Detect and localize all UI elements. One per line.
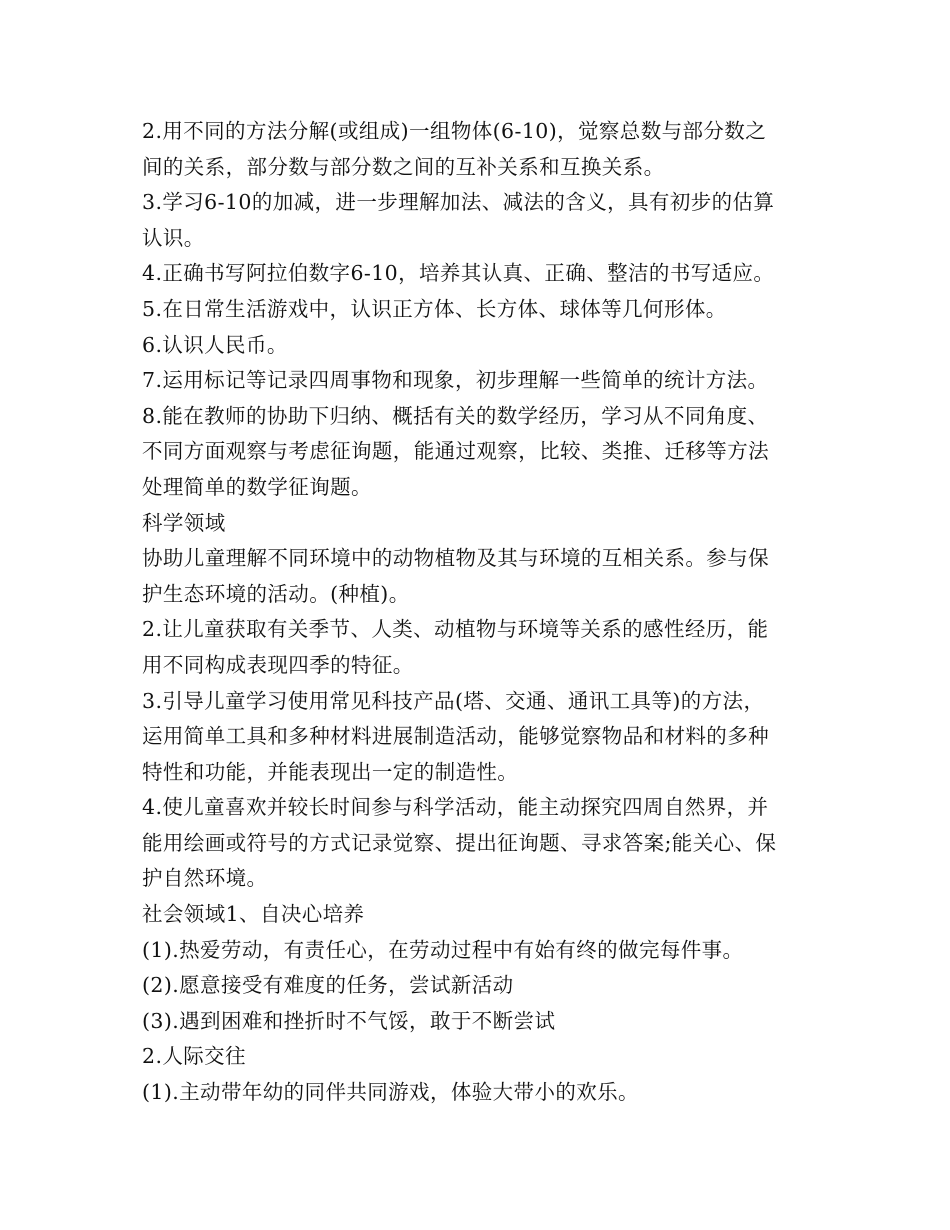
text-line: 不同方面观察与考虑征询题，能通过观察，比较、类推、迁移等方法 — [142, 439, 769, 464]
text-line: 6.认识人民币。 — [142, 332, 288, 357]
text-line: 运用简单工具和多种材料进展制造活动，能够觉察物品和材料的多种 — [142, 724, 769, 749]
section-heading-science: 科学领域 — [142, 510, 226, 535]
document-body — [142, 114, 822, 1111]
subsection-heading: 2.人际交往 — [142, 1044, 246, 1069]
text-line: 间的关系，部分数与部分数之间的互补关系和互换关系。 — [142, 154, 665, 179]
text-line: 2.让儿童获取有关季节、人类、动植物与环境等关系的感性经历，能 — [142, 617, 769, 642]
section-heading-social: 社会领域1、自决心培养 — [142, 902, 365, 927]
text-line: 8.能在教师的协助下归纳、概括有关的数学经历，学习从不同角度、 — [142, 403, 769, 428]
text-line: 4.正确书写阿拉伯数字6-10，培养其认真、正确、整洁的书写适应。 — [142, 261, 775, 286]
text-line: 护自然环境。 — [142, 866, 268, 891]
text-line: 护生态环境的活动。(种植)。 — [142, 581, 410, 606]
text-line: (2).愿意接受有难度的任务，尝试新活动 — [142, 973, 514, 998]
text-line: (1).热爱劳动，有责任心，在劳动过程中有始有终的做完每件事。 — [142, 937, 744, 962]
text-line: 认识。 — [142, 225, 205, 250]
text-line: (3).遇到困难和挫折时不气馁，敢于不断尝试 — [142, 1008, 556, 1033]
text-line: 7.运用标记等记录四周事物和现象，初步理解一些简单的统计方法。 — [142, 368, 769, 393]
text-line: 5.在日常生活游戏中，认识正方体、长方体、球体等几何形体。 — [142, 296, 727, 321]
text-line: 处理简单的数学征询题。 — [142, 474, 372, 499]
text-line: 4.使儿童喜欢并较长时间参与科学活动，能主动探究四周自然界，并 — [142, 795, 769, 820]
text-line: 能用绘画或符号的方式记录觉察、提出征询题、寻求答案;能关心、保 — [142, 830, 777, 855]
text-line: 2.用不同的方法分解(或组成)一组物体(6-10)，觉察总数与部分数之 — [142, 119, 767, 143]
text-line: 3.学习6-10的加减，进一步理解加法、减法的含义，具有初步的估算 — [142, 190, 775, 215]
text-line: (1).主动带年幼的同伴共同游戏，体验大带小的欢乐。 — [142, 1080, 639, 1105]
text-line: 3.引导儿童学习使用常见科技产品(塔、交通、通讯工具等)的方法， — [142, 688, 765, 713]
text-line: 协助儿童理解不同环境中的动物植物及其与环境的互相关系。参与保 — [142, 546, 769, 571]
text-line: 用不同构成表现四季的特征。 — [142, 652, 414, 677]
text-line: 特性和功能，并能表现出一定的制造性。 — [142, 759, 519, 784]
